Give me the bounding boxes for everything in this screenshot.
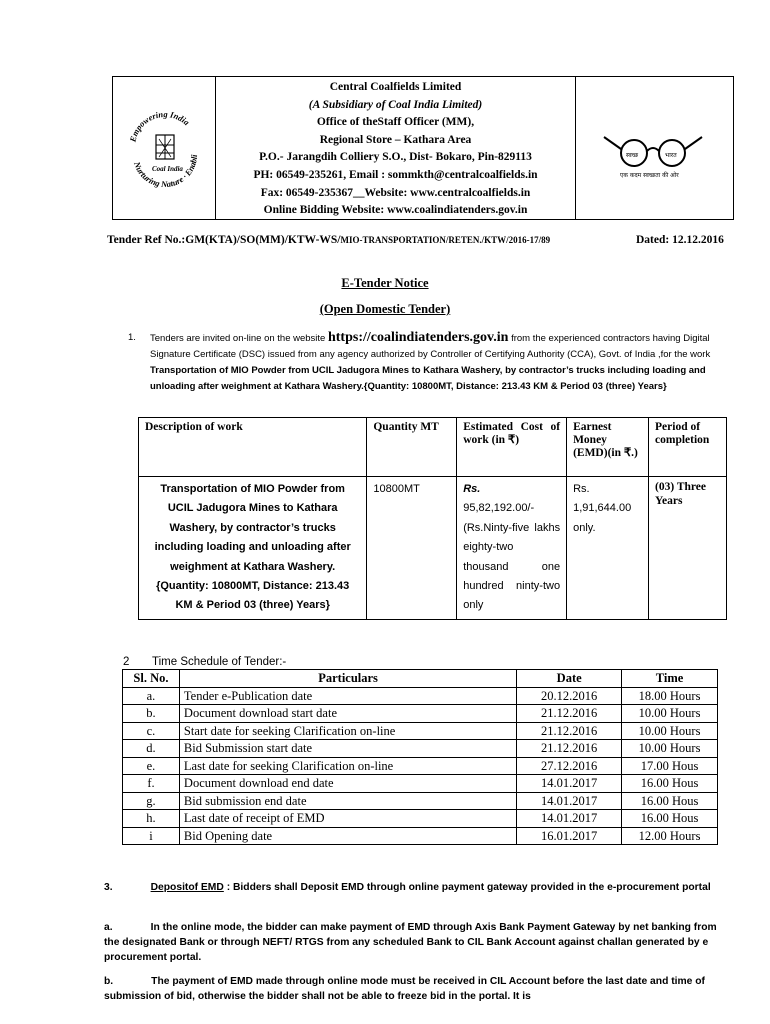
table-row: c. Start date for seeking Clarification on-line 21.12.2016 10.00 Hours (123, 722, 718, 740)
section-2-heading: 2 Time Schedule of Tender:- (123, 656, 287, 668)
col-date: Date (517, 670, 622, 688)
paragraph-a: a. In the online mode, the bidder can make payment of EMD through Axis Bank Payment Gateway by net banking from the designated Bank or through NEFT/ RTGS from any scheduled Bank to CIL Bank Account against challan generated by e procurement portal. (104, 922, 717, 963)
swachh-bharat-logo (575, 77, 733, 219)
notice-title: E-Tender Notice (341, 276, 429, 290)
phone-email: PH: 06549-235261, Email : sommkth@centralcoalfields.in (253, 168, 538, 181)
table-row: e. Last date for seeking Clarification on-line 27.12.2016 17.00 Hous (123, 757, 718, 775)
office-name: Office of theStaff Officer (MM), (316, 116, 475, 129)
svg-text:भारत: भारत (665, 152, 677, 159)
bidding-website: Online Bidding Website: www.coalindiatenders.gov.in (263, 204, 528, 217)
work-emd: Rs. 1,91,644.00 only. (567, 477, 649, 620)
schedule-header-row (123, 670, 718, 688)
table-header-row (139, 418, 727, 477)
tender-website-link[interactable]: https://coalindiatenders.gov.in (327, 330, 509, 345)
paragraph-b: b. The payment of EMD made through online mode must be received in CIL Account before the last date and time of submission of bid, otherwise the bidder shall not be able to freeze bid in the portal. It is (104, 976, 705, 1002)
table-row: h. Last date of receipt of EMD 14.01.2017 16.00 Hous (123, 810, 718, 828)
table-row (139, 477, 727, 620)
col-emd: Earnest Money (EMD)(in ₹.) (567, 418, 649, 477)
postal-address: P.O.- Jarangdih Colliery S.O., Dist- Bokaro, Pin-829113 (259, 151, 532, 164)
section-3: 3. Depositof EMD : Bidders shall Deposit EMD through online payment gateway provided in the e-procurement portal (104, 882, 711, 893)
section-3-heading: Depositof EMD (150, 882, 224, 893)
letterhead-box (112, 76, 734, 220)
fax-website: Fax: 06549-235367__Website: www.centralcoalfields.in (260, 186, 531, 199)
table-row: a. Tender e-Publication date 20.12.2016 18.00 Hours (123, 687, 718, 705)
col-cost: Estimated Cost of work (in ₹) (457, 418, 567, 477)
tender-ref: Tender Ref No.:GM(KTA)/SO(MM)/KTW-WS/MIO-TRANSPORTATION/RETEN./KTW/2016-17/89 (107, 234, 551, 246)
svg-text:स्वच्छ: स्वच्छ (626, 152, 639, 159)
col-period: Period of completion (649, 418, 727, 477)
coal-india-logo (113, 77, 216, 219)
table-row: i Bid Opening date 16.01.2017 12.00 Hours (123, 827, 718, 845)
work-quantity: 10800MT (367, 477, 457, 620)
col-time: Time (622, 670, 718, 688)
notice-subtitle: (Open Domestic Tender) (319, 302, 451, 316)
time-schedule-table (122, 669, 718, 845)
work-details-table (138, 417, 727, 620)
org-name: Central Coalfields Limited (329, 81, 462, 93)
work-period: (03) Three Years (649, 477, 727, 620)
work-cost: Rs. 95,82,192.00/- (Rs.Ninty-five lakhs eighty-two thousand one hundred ninty-two only (457, 477, 567, 620)
store-name: Regional Store – Kathara Area (319, 133, 472, 146)
col-sl-no: Sl. No. (123, 670, 180, 688)
svg-text:Nurturing Nature · Enabling Li: Nurturing Nature · Enabli (131, 154, 200, 190)
col-description: Description of work (139, 418, 367, 477)
org-address-block (216, 79, 575, 220)
col-quantity: Quantity MT (367, 418, 457, 477)
table-row: g. Bid submission end date 14.01.2017 16.00 Hous (123, 792, 718, 810)
tender-date: Dated: 12.12.2016 (636, 234, 724, 246)
table-row: f. Document download end date 14.01.2017 16.00 Hous (123, 775, 718, 793)
col-particulars: Particulars (179, 670, 516, 688)
table-row: d. Bid Submission start date 21.12.2016 10.00 Hours (123, 740, 718, 758)
work-description: Transportation of MIO Powder from UCIL Jadugora Mines to Kathara Washery, by contractor’s trucks including loading and unloading after weighment at Kathara Washery.{Quantity: 10800MT, Distance: 213.43 KM & Period 03 (three) Years} (139, 477, 367, 620)
table-row: b. Document download start date 21.12.2016 10.00 Hours (123, 705, 718, 723)
paragraph-1: 1. Tenders are invited on-line on the website https://coalindiatenders.gov.in from the experienced contractors having Digital Signature Certificate (DSC) issued from any agency authorized by Controller of Certifying Authority (CCA), Govt. of India ,for the work Transportation of MIO Powder from UCIL Jadugora Mines to Kathara Washery, by contractor’s trucks including loading and unloading after weighment at Kathara Washery.{Quantity: 10800MT, Distance: 213.43 KM & Period 03 (three) Years} (128, 330, 711, 392)
org-subsidiary: (A Subsidiary of Coal India Limited) (308, 98, 483, 111)
svg-text:एक कदम स्वच्छता की ओर: एक कदम स्वच्छता की ओर (620, 172, 679, 179)
svg-text:Coal India: Coal India (152, 165, 183, 173)
svg-text:Empowering India: Empowering India (127, 108, 192, 143)
